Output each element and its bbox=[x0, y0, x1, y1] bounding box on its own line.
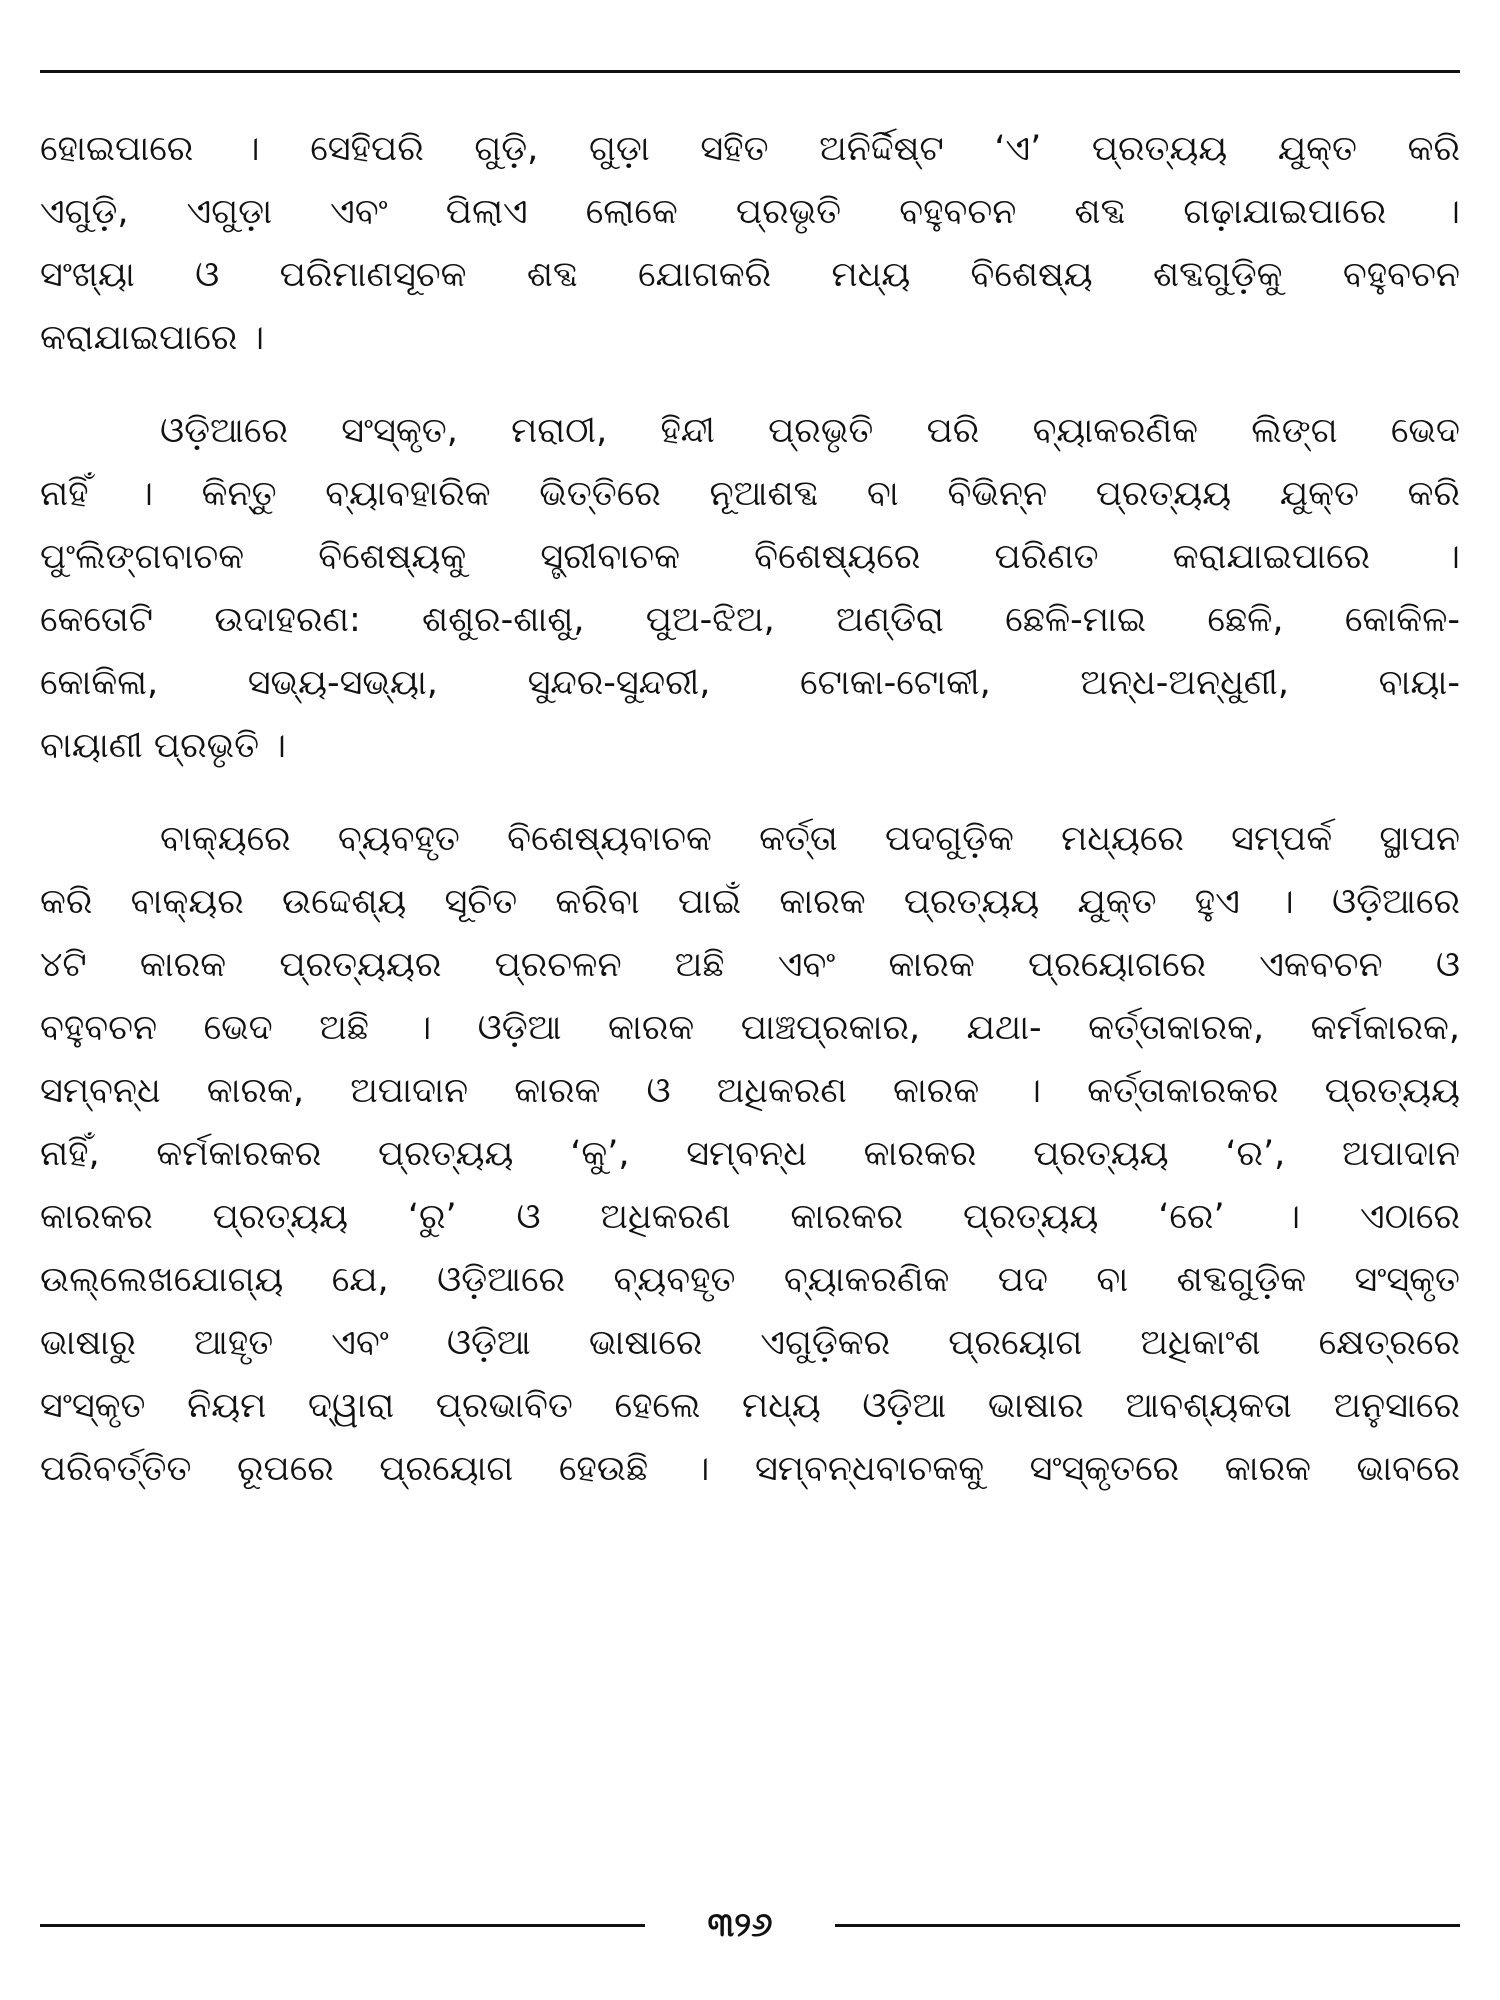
text-line: ଏଗୁଡ଼ି, ଏଗୁଡ଼ା ଏବଂ ପିଲାଏ ଲୋକେ ପ୍ରଭୃତି ବହୁବଚନ ଶବ୍ଦ ଗଢ଼ାଯାଇପାରେ । bbox=[40, 192, 1460, 232]
text-line: କରି ବାକ୍ୟର ଉଦ୍ଦେଶ୍ୟ ସୂଚିତ କରିବା ପାଇଁ କାରକ ପ୍ରତ୍ୟୟ ଯୁକ୍ତ ହୁଏ । ଓଡ଼ିଆରେ bbox=[40, 882, 1460, 922]
page-body bbox=[40, 118, 1460, 1531]
text-line: କରାଯାଇପାରେ । bbox=[40, 318, 265, 358]
paragraph bbox=[40, 808, 1460, 1501]
text-line: ନାହିଁ, କର୍ମକାରକର ପ୍ରତ୍ୟୟ ‘କୁ’, ସମ୍ବନ୍ଧ କାରକର ପ୍ରତ୍ୟୟ ‘ର’, ଅପାଦାନ bbox=[40, 1134, 1460, 1174]
footer-rule-right bbox=[835, 1924, 1460, 1927]
text-line: ବହୁବଚନ ଭେଦ ଅଛି । ଓଡ଼ିଆ କାରକ ପାଞ୍ଚପ୍ରକାର, ଯଥା- କର୍ତ୍ତାକାରକ, କର୍ମକାରକ, bbox=[40, 1008, 1460, 1048]
text-line: ହୋଇପାରେ । ସେହିପରି ଗୁଡ଼ି, ଗୁଡ଼ା ସହିତ ଅନିର୍ଦ୍ଦିଷ୍ଟ ‘ଏ’ ପ୍ରତ୍ୟୟ ଯୁକ୍ତ କରି bbox=[40, 129, 1460, 169]
text-line: ସଂସ୍କୃତ ନିୟମ ଦ୍ୱାରା ପ୍ରଭାବିତ ହେଲେ ମଧ୍ୟ ଓଡ଼ିଆ ଭାଷାର ଆବଶ୍ୟକତା ଅନୁସାରେ bbox=[40, 1386, 1460, 1426]
text-line: ବାୟାଣୀ ପ୍ରଭୃତି । bbox=[40, 726, 287, 766]
text-line: ଓଡ଼ିଆରେ ସଂସ୍କୃତ, ମରାଠୀ, ହିନ୍ଦୀ ପ୍ରଭୃତି ପରି ବ୍ୟାକରଣିକ ଲିଙ୍ଗ ଭେଦ bbox=[160, 411, 1460, 451]
text-line: ସମ୍ବନ୍ଧ କାରକ, ଅପାଦାନ କାରକ ଓ ଅଧିକରଣ କାରକ । କର୍ତ୍ତାକାରକର ପ୍ରତ୍ୟୟ bbox=[40, 1071, 1460, 1111]
text-line: ୪ଟି କାରକ ପ୍ରତ୍ୟୟର ପ୍ରଚଳନ ଅଛି ଏବଂ କାରକ ପ୍ରୟୋଗରେ ଏକବଚନ ଓ bbox=[40, 945, 1460, 985]
footer-rule-left bbox=[40, 1924, 645, 1927]
paragraph bbox=[40, 118, 1460, 370]
text-line: କାରକର ପ୍ରତ୍ୟୟ ‘ରୁ’ ଓ ଅଧିକରଣ କାରକର ପ୍ରତ୍ୟୟ ‘ରେ’ । ଏଠାରେ bbox=[40, 1197, 1460, 1237]
page-number: ୩୨୬ bbox=[707, 1905, 773, 1945]
text-line: ଭାଷାରୁ ଆହୃତ ଏବଂ ଓଡ଼ିଆ ଭାଷାରେ ଏଗୁଡ଼ିକର ପ୍ରୟୋଗ ଅଧିକାଂଶ କ୍ଷେତ୍ରରେ bbox=[40, 1323, 1460, 1363]
top-rule bbox=[40, 70, 1460, 73]
text-line: ସଂଖ୍ୟା ଓ ପରିମାଣସୂଚକ ଶବ୍ଦ ଯୋଗକରି ମଧ୍ୟ ବିଶେଷ୍ୟ ଶବ୍ଦଗୁଡ଼ିକୁ ବହୁବଚନ bbox=[40, 255, 1460, 295]
text-line: କେତୋଟି ଉଦାହରଣ: ଶଶୁର-ଶାଶୁ, ପୁଅ-ଝିଅ, ଅଣ୍ଡିରା ଛେଳି-ମାଇ ଛେଳି, କୋକିଳ- bbox=[40, 600, 1460, 640]
paragraph bbox=[40, 400, 1460, 778]
text-line: ଉଲ୍ଲେଖଯୋଗ୍ୟ ଯେ, ଓଡ଼ିଆରେ ବ୍ୟବହୃତ ବ୍ୟାକରଣିକ ପଦ ବା ଶବ୍ଦଗୁଡ଼ିକ ସଂସ୍କୃତ bbox=[40, 1260, 1460, 1300]
text-line: ପୁଂଲିଙ୍ଗବାଚକ ବିଶେଷ୍ୟକୁ ସ୍ତ୍ରୀବାଚକ ବିଶେଷ୍ୟରେ ପରିଣତ କରାଯାଇପାରେ । bbox=[40, 537, 1460, 577]
page-footer bbox=[40, 1905, 1460, 1945]
text-line: ନାହିଁ । କିନ୍ତୁ ବ୍ୟାବହାରିକ ଭିତ୍ତିରେ ନୂଆଶବ୍ଦ ବା ବିଭିନ୍ନ ପ୍ରତ୍ୟୟ ଯୁକ୍ତ କରି bbox=[40, 474, 1460, 514]
text-line: ପରିବର୍ତ୍ତିତ ରୂପରେ ପ୍ରୟୋଗ ହେଉଛି । ସମ୍ବନ୍ଧବାଚକକୁ ସଂସ୍କୃତରେ କାରକ ଭାବରେ bbox=[40, 1449, 1460, 1489]
text-line: କୋକିଳା, ସଭ୍ୟ-ସଭ୍ୟା, ସୁନ୍ଦର-ସୁନ୍ଦରୀ, ଟୋକା-ଟୋକୀ, ଅନ୍ଧ-ଅନ୍ଧୁଣୀ, ବାୟା- bbox=[40, 663, 1460, 703]
text-line: ବାକ୍ୟରେ ବ୍ୟବହୃତ ବିଶେଷ୍ୟବାଚକ କର୍ତ୍ତା ପଦଗୁଡ଼ିକ ମଧ୍ୟରେ ସମ୍ପର୍କ ସ୍ଥାପନ bbox=[160, 819, 1460, 859]
